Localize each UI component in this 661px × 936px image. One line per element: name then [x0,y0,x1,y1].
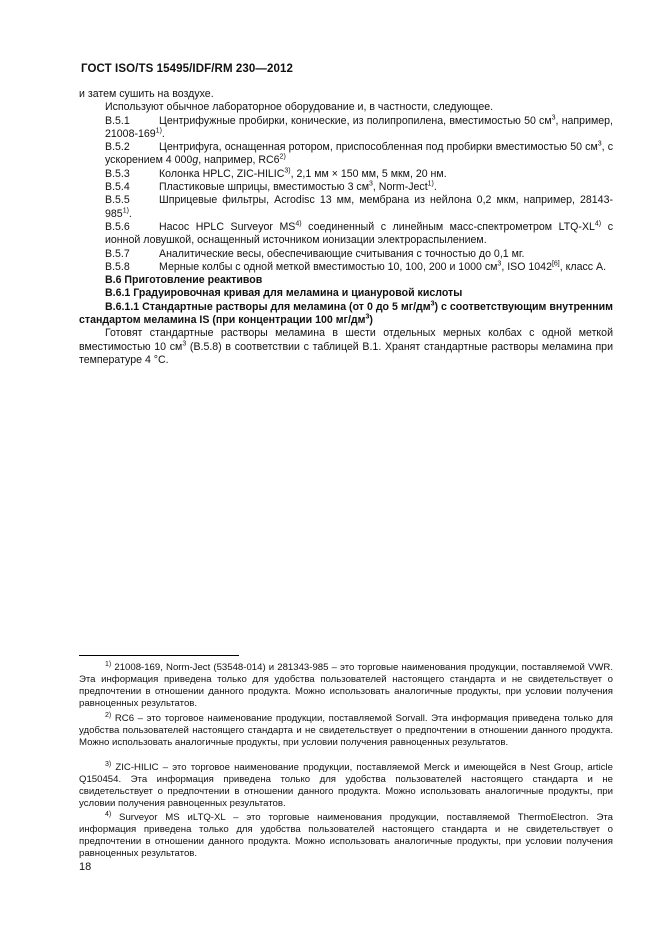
heading-text: В.6.1.1 Стандартные растворы для меламина (от 0 до 5 мг/дм [105,300,431,313]
footnote-1 [79,662,613,710]
paragraph-text: Готовят стандартные растворы меламина в шести отдельных мерных колбах с одной меткой вместимостью 10 см [79,327,613,353]
superscript: 3 [497,260,502,268]
paragraph-continuation: и затем сушить на воздухе. [79,88,214,100]
item-text: , например, RC6 [198,154,280,167]
item-text: . [128,207,132,220]
item-text: Шприцевые фильтры, Acrodisc 13 мм, мембрана из нейлона 0,2 мкм, например, 28143-985 [105,194,613,220]
heading-text: ) с соответствующим внутренним стандартом меламина IS (при концентрации 100 мг/дм [79,300,613,327]
item-text: Пластиковые шприцы, вместимостью 3 см [159,181,369,194]
footnote-2 [79,713,613,749]
item-text: , Norm-Ject [372,181,428,194]
footnote-text: 21008-169, Norm-Ject (53548-014) и 281343-985 – это торговые наименования продукции, поставляемой VWR. Эта информация приведена только для удобства пользователей настоящего стандарта и не свидетельствует о предпочтении в отношении данного продукта. Можно использовать аналогичные продукты, при условии получения равноценных результатов. [79,662,613,709]
footnote-ref: 1) [427,180,434,188]
item-text: с ионной ловушкой, оснащенный источником ионизации электрораспылением. [105,220,613,247]
item-b55 [79,194,613,221]
item-text: . [161,127,165,140]
item-text: , класс А. [559,260,607,273]
section-heading-b61: В.6.1 Градуировочная кривая для меламина и циануровой кислоты [105,287,463,300]
superscript: 3 [551,114,556,122]
item-text: Мерные колбы с одной меткой вместимостью 10, 100, 200 и 1000 см [159,260,498,273]
item-number: В.5.4 [105,181,130,194]
paragraph-text: (В.5.8) в соответствии с таблицей В.1. Хранят стандартные растворы меламина при температуре 4 °С. [79,340,613,366]
item-text: , 2,1 мм × 150 мм, 5 мкм, 20 нм. [290,167,447,180]
item-text: Центрифужные пробирки, конические, из полипропилена, вместимостью 50 см [159,114,552,127]
item-b51 [79,115,613,142]
superscript: 3 [365,313,370,321]
footnote-3 [79,762,613,810]
footnote-mark: 3) [105,760,112,768]
footnote-ref: 4) [594,220,602,228]
item-b57 [79,248,613,261]
footnote-mark: 2) [105,711,112,719]
item-text: . [433,181,437,194]
footnote-ref: 3) [284,167,291,175]
item-number: В.5.5 [105,194,130,207]
item-text: , например, 21008-169 [105,114,613,140]
item-number: В.5.3 [105,167,130,180]
section-heading-b6: В.6 Приготовление реактивов [105,274,263,287]
superscript: 3 [430,300,435,308]
footnote-mark: 1) [105,660,112,668]
footnote-text: RC6 – это торговое наименование продукции, поставляемой Sorvall. Эта информация приведена только для удобства пользователей настоящего стандарта и не свидетельствует о предпочтении в отношении данного продукта. Можно использовать аналогичные продукты, при условии получения равноценных результатов. [79,713,613,748]
item-number: В.5.8 [105,260,130,273]
main-text [79,88,613,367]
item-text: Центрифуга, оснащенная ротором, приспособленная под пробирки вместимостью 50 см [159,141,598,154]
item-b54 [79,181,613,194]
footnote-ref: 2) [279,153,286,161]
superscript: 3 [182,340,187,348]
footnote-mark: 4) [105,810,112,818]
footnote-ref: 1) [122,207,129,215]
item-text: соединенный с линейным масс-спектрометром LTQ-XL [301,220,595,233]
footnote-4 [79,812,613,860]
item-number: В.5.2 [105,141,130,154]
footnote-text: Surveyor MS иLTQ-XL – это торговые наименования продукции, поставляемой ThermoElectron. Эта информация приведена только для удобства пользователей настоящего стандарта и не свидетельствует о предпочтении в отношении данного продукта. Можно использовать аналогичные продукты, при условии получения равноценных результатов. [79,812,613,859]
item-number: В.5.7 [105,247,130,260]
item-text: , с ускорением 4 000 [105,141,614,167]
footnote-separator [79,655,239,656]
page-number: 18 [79,861,92,873]
item-text: Насос HPLC Surveyor MS [159,220,296,233]
italic-symbol: g [192,154,199,167]
section-heading-b611 [79,301,613,328]
item-b53 [79,168,613,181]
item-b56 [79,221,613,248]
item-text: Аналитические весы, обеспечивающие считывания с точностью до 0,1 мг. [159,247,525,260]
heading-text: ) [369,314,373,327]
item-text: , ISO 1042 [501,260,552,273]
page-header-title: ГОСТ ISO/TS 15495/IDF/RM 230—2012 [81,63,293,75]
paragraph-standards [79,327,613,367]
superscript: 3 [369,180,373,188]
paragraph-equipment-intro: Используют обычное лабораторное оборудование и, в частности, следующее. [105,101,494,114]
superscript: 3 [597,140,602,148]
item-text: Колонка HPLC, ZIC-HILIC [159,167,285,180]
footnote-ref: 1) [155,127,162,135]
reference-mark: [6] [551,260,560,268]
item-number: В.5.1 [105,114,130,127]
item-number: В.5.6 [105,220,130,233]
footnote-text: ZIC-HILIC – это торговое наименование продукции, поставляемой Merck и имеющейся в Nest Group, article Q150454. Эта информация приведена только для удобства пользователей настоящего стандарта и не свидетельствует о предпочтении в отношении данного продукта. Можно использовать аналогичные продукты, при условии получения равноценных результатов. [79,762,613,809]
item-b52 [79,141,613,168]
footnote-ref: 4) [295,220,302,228]
item-b58 [79,261,613,274]
